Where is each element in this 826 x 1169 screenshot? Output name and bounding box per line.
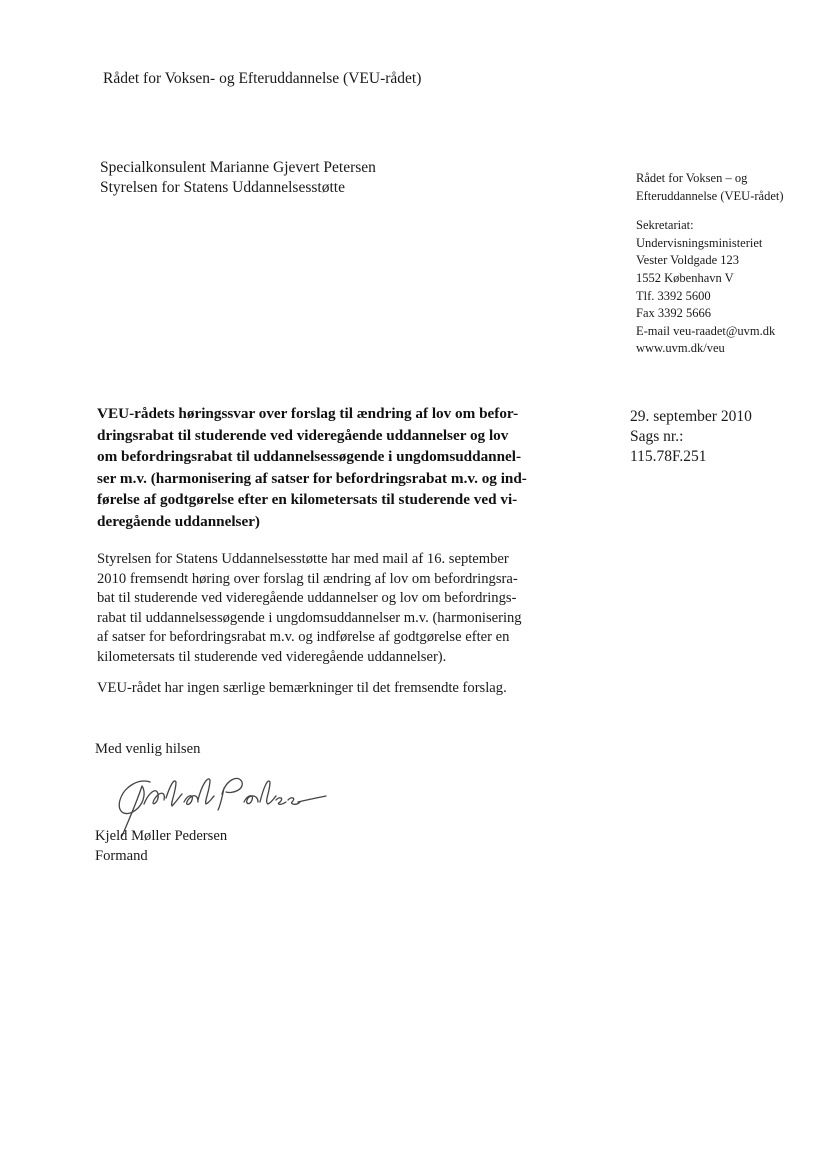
body-line: bat til studerende ved videregående uddannelser og lov om befordrings- (97, 590, 517, 607)
postal-city: 1552 København V (636, 270, 734, 285)
subject-line: førelse af godtgørelse efter en kilometersats til studerende ved vi- (97, 491, 518, 508)
subject-line: dringsrabat til studerende ved videregående uddannelser og lov (97, 426, 509, 444)
sender-org-line: Rådet for Voksen – og (636, 171, 748, 185)
letter-date: 29. september 2010 (630, 408, 752, 425)
website-link[interactable]: www.uvm.dk/veu (636, 341, 725, 356)
sender-organization (636, 170, 784, 205)
letter-meta (630, 407, 752, 467)
subject-heading (97, 403, 567, 532)
closing-greeting: Med venlig hilsen (95, 741, 201, 757)
signer-title: Formand (95, 848, 148, 864)
body-paragraph-2: VEU-rådet har ingen særlige bemærkninger til det fremsendte forslag. (97, 680, 507, 696)
case-number-label: Sags nr.: (630, 428, 684, 445)
secretariat-label: Sekretariat: (636, 218, 694, 233)
sender-org-line: Efteruddannelse (VEU-rådet) (636, 188, 784, 203)
signer-name: Kjeld Møller Pedersen (95, 828, 228, 844)
body-line: rabat til uddannelsessøgende i ungdomsuddannelser m.v. (harmonisering (97, 609, 522, 626)
header-organization: Rådet for Voksen- og Efteruddannelse (VEU-rådet) (103, 70, 422, 87)
subject-line: om befordringsrabat til uddannelsessøgende i ungdomsuddannel- (97, 448, 522, 465)
body-paragraph-1 (97, 550, 577, 668)
body-line: af satser for befordringsrabat m.v. og indførelse af godtgørelse efter en (97, 629, 510, 646)
recipient-organization: Styrelsen for Statens Uddannelsesstøtte (100, 179, 345, 196)
email-address[interactable]: E-mail veu-raadet@uvm.dk (636, 323, 776, 338)
phone-number: Tlf. 3392 5600 (636, 288, 711, 303)
fax-number: Fax 3392 5666 (636, 306, 711, 321)
subject-line: VEU-rådets høringssvar over forslag til ændring af lov om befor- (97, 405, 519, 422)
secretariat-address (636, 217, 784, 358)
case-number: 115.78F.251 (630, 448, 707, 465)
body-line: kilometersats til studerende ved videregående uddannelser). (97, 648, 447, 665)
signer-block (95, 826, 227, 866)
subject-line: ser m.v. (harmonisering af satser for befordringsrabat m.v. og ind- (97, 469, 527, 487)
subject-line: deregående uddannelser) (97, 512, 260, 530)
recipient-name: Specialkonsulent Marianne Gjevert Petersen (100, 159, 376, 176)
sender-sidebar (636, 170, 784, 370)
body-line: 2010 fremsendt høring over forslag til ændring af lov om befordringsra- (97, 570, 518, 587)
body-line: Styrelsen for Statens Uddannelsesstøtte har med mail af 16. september (97, 551, 509, 567)
recipient-block (100, 158, 376, 198)
street-address: Vester Voldgade 123 (636, 253, 739, 268)
ministry-name: Undervisningsministeriet (636, 235, 763, 250)
